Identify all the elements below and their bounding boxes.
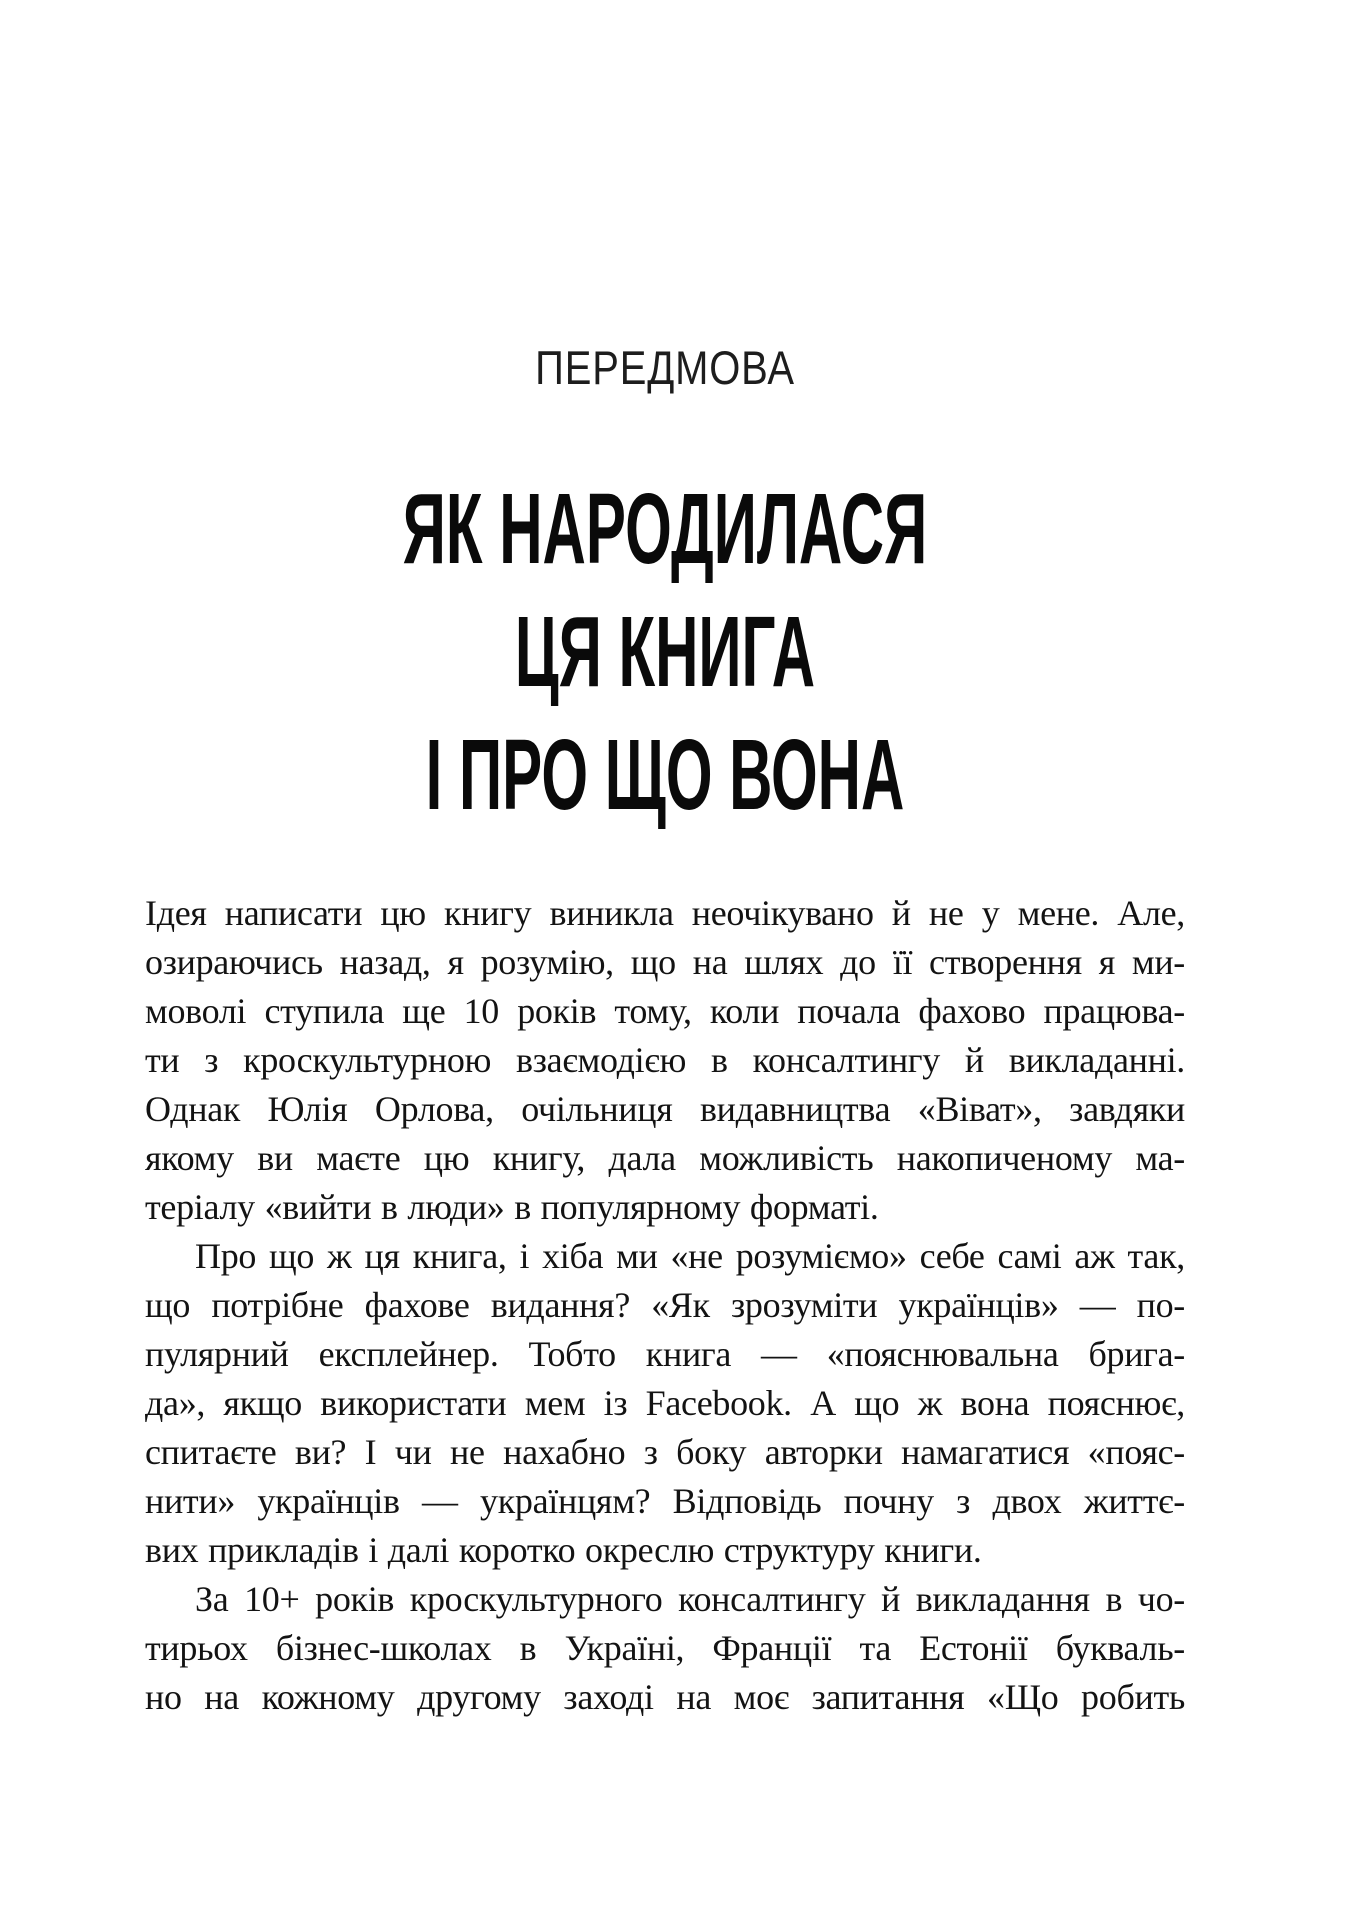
- text-line: вих прикладів і далі коротко окреслю структуру книги.: [145, 1530, 982, 1570]
- text-line: спитаєте ви? І чи не нахабно з боку авторки намагатися «пояс-: [145, 1432, 1185, 1472]
- body-text: [145, 889, 1185, 1722]
- chapter-title: [353, 468, 977, 837]
- text-line: Про що ж ця книга, і хіба ми «не розуміємо» себе самі аж так,: [195, 1236, 1185, 1276]
- section-kicker: ПЕРЕДМОВА: [535, 341, 795, 394]
- text-line: що потрібне фахове видання? «Як зрозуміти українців» — по-: [145, 1285, 1185, 1325]
- chapter-title-line: І ПРО ЩО ВОНА: [425, 719, 905, 831]
- text-line: озираючись назад, я розумію, що на шлях до її створення я ми-: [145, 942, 1185, 982]
- body-paragraph: [145, 1575, 1185, 1722]
- text-line: якому ви маєте цю книгу, дала можливість накопиченому ма-: [145, 1138, 1185, 1178]
- text-line: но на кожному другому заході на моє запитання «Що робить: [145, 1677, 1185, 1717]
- text-line: Однак Юлія Орлова, очільниця видавництва «Віват», завдяки: [145, 1089, 1185, 1129]
- body-paragraph: [145, 1232, 1185, 1575]
- text-line: нити» українців — українцям? Відповідь почну з двох життє-: [145, 1481, 1185, 1521]
- text-line: тирьох бізнес-школах в Україні, Франції та Естонії букваль-: [145, 1628, 1185, 1668]
- text-line: ти з кроскультурною взаємодією в консалтингу й викладанні.: [145, 1040, 1185, 1080]
- text-line: За 10+ років кроскультурного консалтингу й викладання в чо-: [195, 1579, 1185, 1619]
- body-paragraph: [145, 889, 1185, 1232]
- chapter-title-line: ЯК НАРОДИЛАСЯ: [402, 473, 928, 585]
- text-line: да», якщо використати мем із Facebook. А що ж вона пояснює,: [145, 1383, 1185, 1423]
- text-line: пулярний експлейнер. Тобто книга — «пояснювальна брига-: [145, 1334, 1185, 1374]
- text-line: моволі ступила ще 10 років тому, коли почала фахово працюва-: [145, 991, 1185, 1031]
- text-line: Ідея написати цю книгу виникла неочікувано й не у мене. Але,: [145, 893, 1185, 933]
- chapter-title-line: ЦЯ КНИГА: [514, 596, 816, 708]
- text-line: теріалу «вийти в люди» в популярному форматі.: [145, 1187, 879, 1227]
